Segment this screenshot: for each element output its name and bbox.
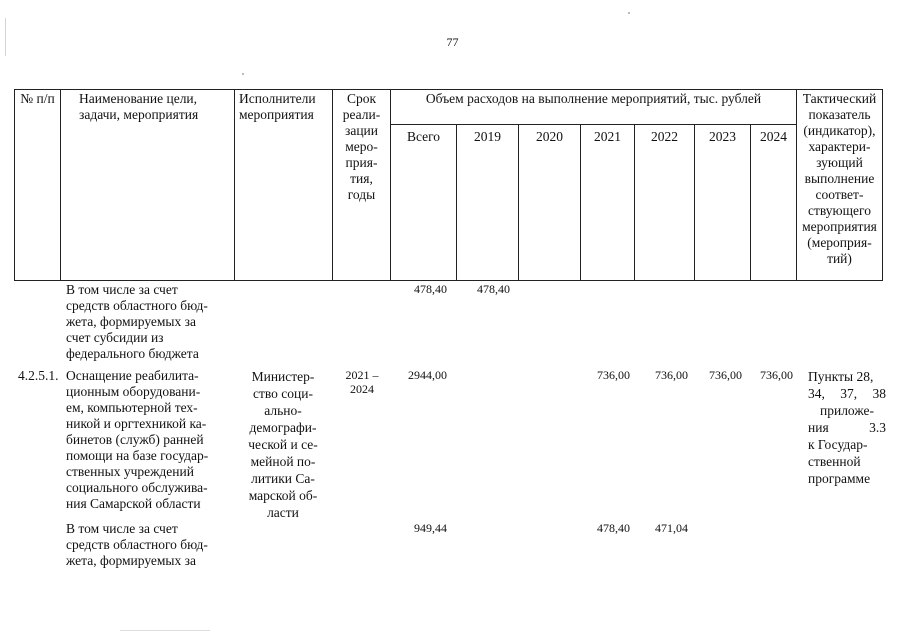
page-number: 77 [446, 35, 459, 49]
row-name: В том числе за счет средств областного бюд- жета, формируемых за счет субсидии из федерального бюджета [66, 282, 208, 361]
row-total: 2944,00 [408, 368, 447, 382]
header-year-2022: 2022 [635, 125, 695, 281]
header-num: № п/п [15, 90, 61, 281]
row-2021: 736,00 [597, 368, 630, 382]
row-total: 478,40 [414, 282, 447, 296]
header-indicator: Тактический показатель (индикатор), характери- зующий выполнение соответ- ствующего мероприятия (мероприя- тий) [797, 90, 883, 281]
header-name: Наименование цели, задачи, мероприятия [61, 90, 235, 281]
row-2023: 736,00 [709, 368, 742, 382]
header-year-2020: 2020 [519, 125, 581, 281]
table-header [14, 89, 883, 281]
row-2022: 736,00 [655, 368, 688, 382]
header-period: Срок реали- зации меро- прия- тия, годы [333, 90, 391, 281]
header-year-2023: 2023 [695, 125, 751, 281]
header-year-2019: 2019 [457, 125, 519, 281]
scan-speck [628, 12, 630, 14]
row-2022: 471,04 [655, 521, 688, 535]
row-total: 949,44 [414, 521, 447, 535]
scan-speck [5, 18, 6, 56]
row-executors: Министер- ство соци- ально- демографи- ческой и се- мейной по- литики Са- марской об- ласти [248, 369, 318, 520]
row-2024: 736,00 [760, 368, 793, 382]
scan-speck [120, 630, 210, 631]
row-name: В том числе за счет средств областного бюд- жета, формируемых за [66, 521, 208, 568]
header-year-2024: 2024 [751, 125, 797, 281]
row-indicator: Пункты 28, 34, 37, 38 приложе- ния 3.3 к Государ- ственной программе [808, 369, 886, 486]
header-expenses: Объем расходов на выполнение мероприятий, тыс. рублей [391, 90, 797, 125]
row-number: 4.2.5.1. [18, 368, 59, 383]
header-executors: Исполнители мероприятия [235, 90, 333, 281]
scan-speck [242, 73, 244, 75]
header-year-2021: 2021 [581, 125, 635, 281]
row-period: 2021 – 2024 [345, 368, 379, 396]
row-name: Оснащение реабилита- ционным оборудовани- ем, компьютерной тех- никой и оргтехникой ка- бинетов (служб) ранней помощи на базе государ- ственных учреждений социального обслужива- ния Самарской области [66, 368, 209, 511]
header-total: Всего [391, 125, 457, 281]
row-2019: 478,40 [477, 282, 510, 296]
row-2021: 478,40 [597, 521, 630, 535]
